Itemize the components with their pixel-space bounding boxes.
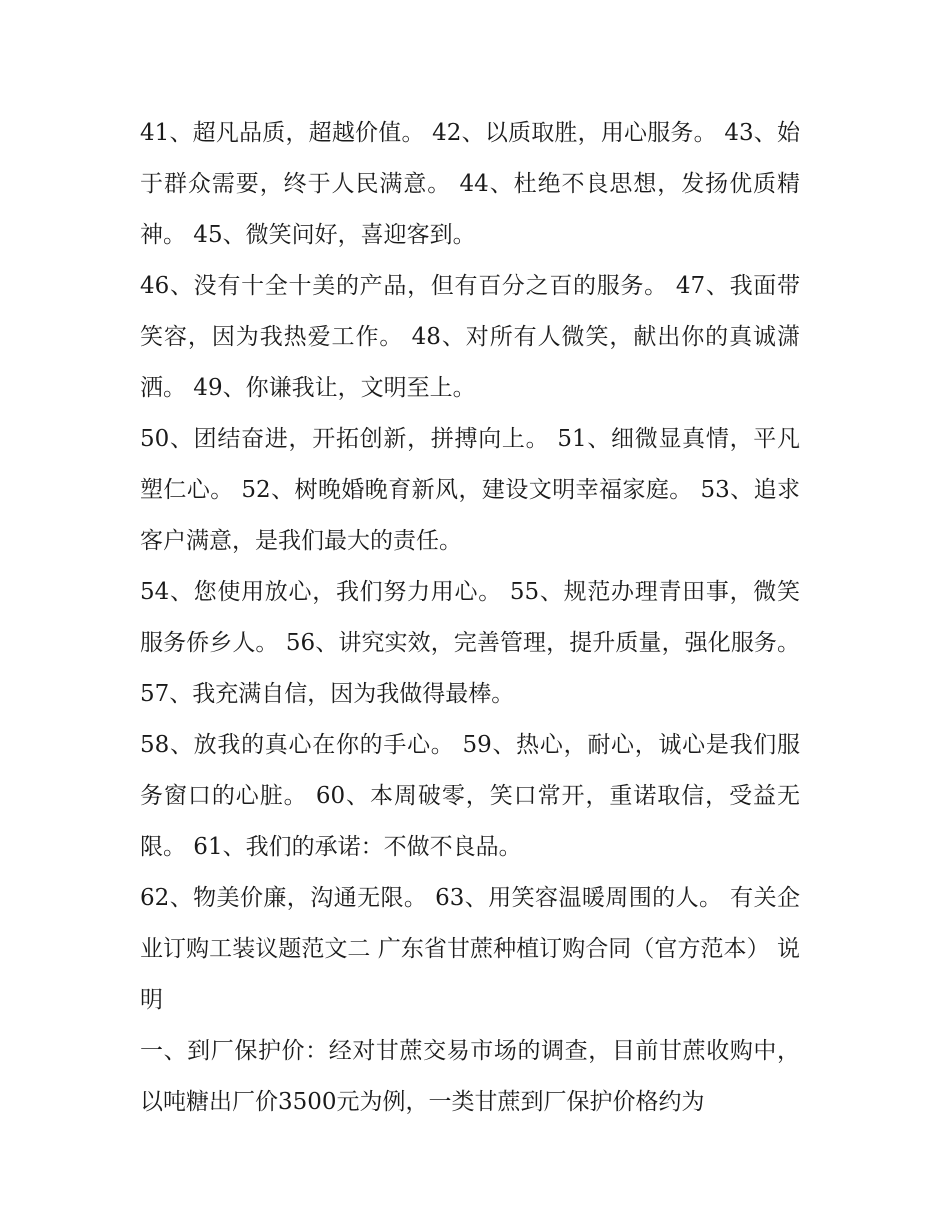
paragraph-slogans-62-63-and-title: 62、物美价廉，沟通无限。 63、用笑容温暖周围的人。 有关企业订购工装议题范文二 广东省甘蔗种植订购合同（官方范本） 说 明 (140, 885, 800, 1013)
paragraph-slogans-41-45: 41、超凡品质，超越价值。 42、以质取胜，用心服务。 43、始于群众需要，终于人民满意。 44、杜绝不良思想，发扬优质精神。 45、微笑问好，喜迎客到。 (140, 120, 800, 248)
paragraph-slogans-46-49: 46、没有十全十美的产品，但有百分之百的服务。 47、我面带笑容，因为我热爱工作。 48、对所有人微笑，献出你的真诚潇洒。 49、你谦我让，文明至上。 (140, 273, 800, 401)
paragraph-slogans-58-61: 58、放我的真心在你的手心。 59、热心，耐心，诚心是我们服务窗口的心脏。 60、本周破零，笑口常开，重诺取信，受益无限。 61、我们的承诺：不做不良品。 (140, 732, 800, 860)
paragraph-section-one: 一、到厂保护价：经对甘蔗交易市场的调查，目前甘蔗收购中，以吨糖出厂价3500元为例，一类甘蔗到厂保护价格约为 (140, 1038, 800, 1115)
paragraph-slogans-50-53: 50、团结奋进，开拓创新，拼搏向上。 51、细微显真情，平凡塑仁心。 52、树晚婚晚育新风，建设文明幸福家庭。 53、追求客户满意，是我们最大的责任。 (140, 426, 800, 554)
paragraph-slogans-54-57: 54、您使用放心，我们努力用心。 55、规范办理青田事，微笑服务侨乡人。 56、讲究实效，完善管理，提升质量，强化服务。 57、我充满自信，因为我做得最棒。 (140, 579, 800, 707)
document-body (140, 108, 800, 1128)
